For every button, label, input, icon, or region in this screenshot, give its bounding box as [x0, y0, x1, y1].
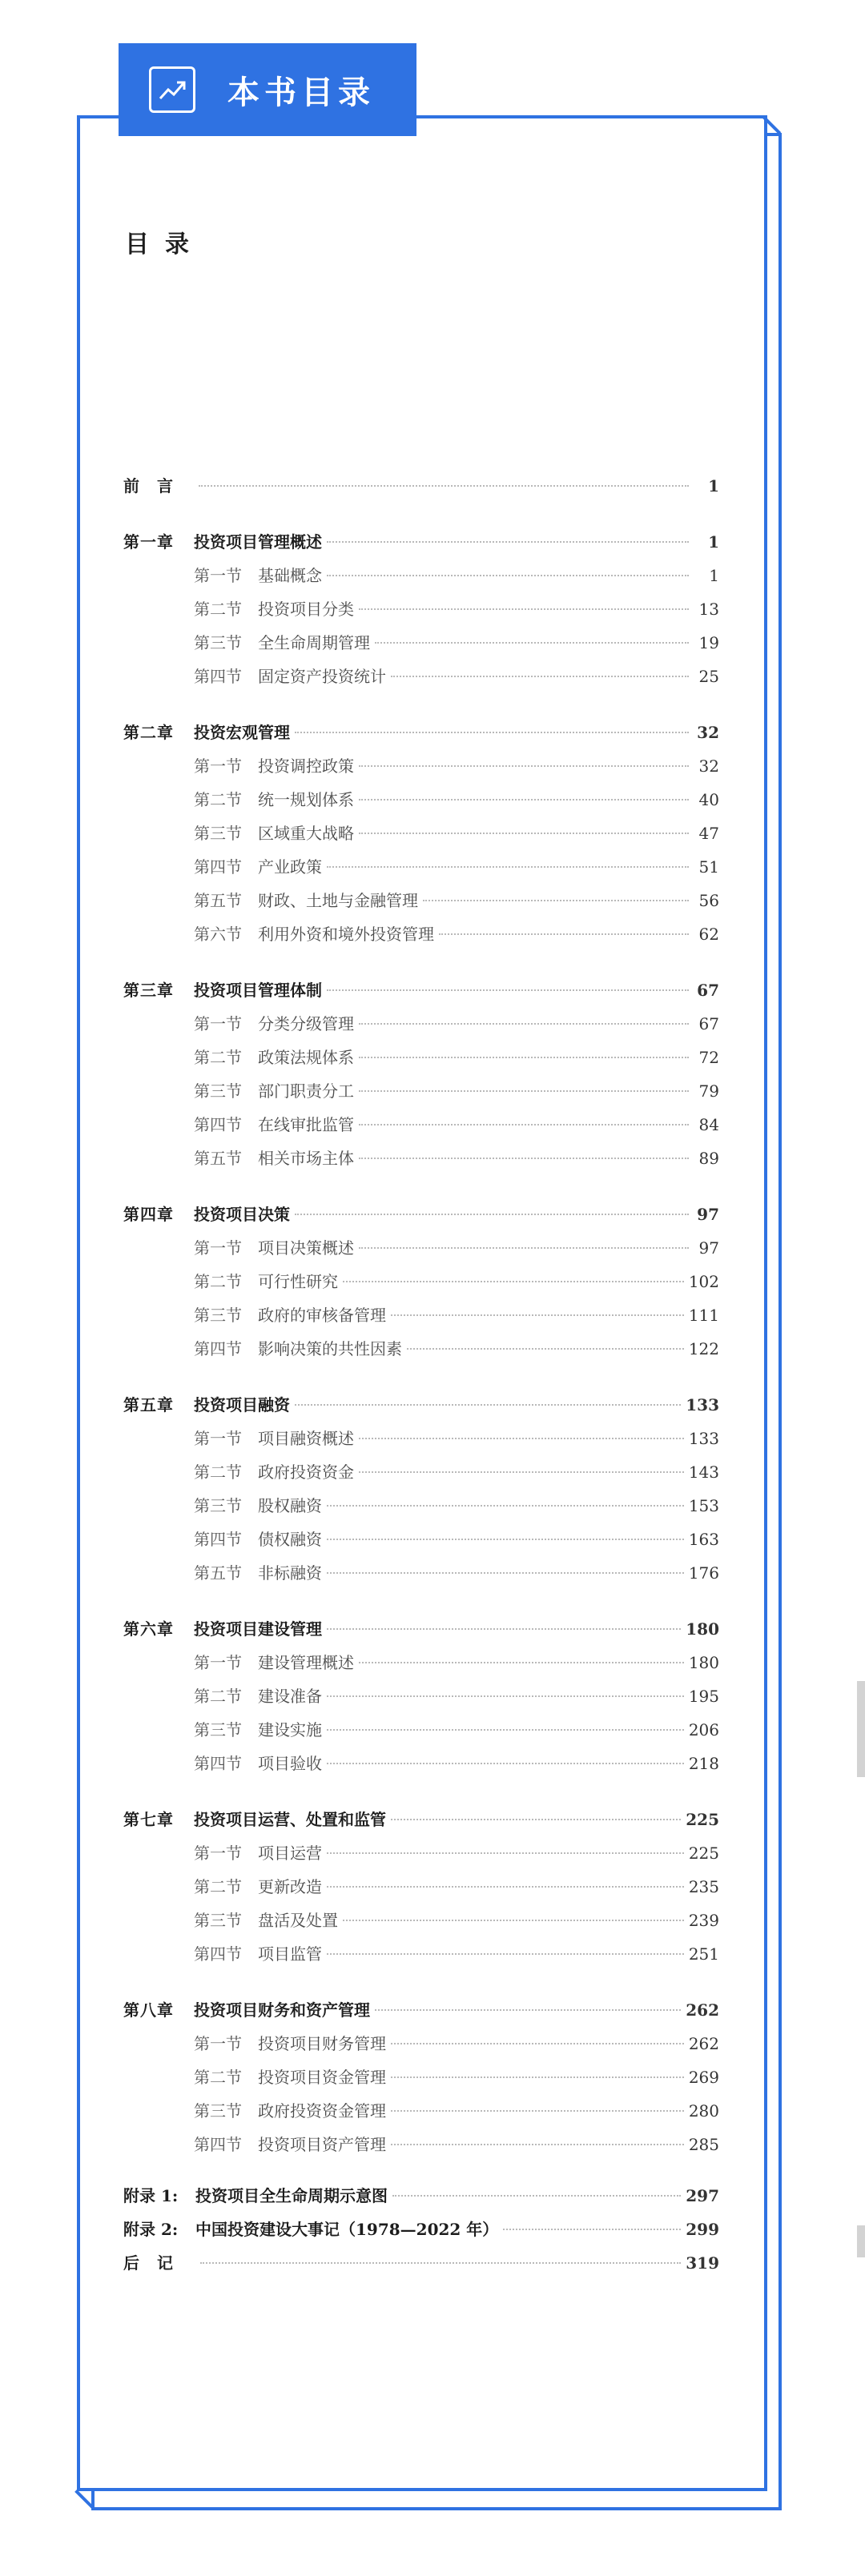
- toc-section[interactable]: [123, 1836, 719, 1870]
- entry-number: 前言: [123, 476, 191, 496]
- entry-title: 利用外资和境外投资管理: [258, 925, 434, 944]
- entry-number: 第三节: [194, 1081, 242, 1101]
- entry-number: 第八章: [123, 2000, 174, 2020]
- dot-leader: [439, 933, 689, 935]
- toc-section[interactable]: [123, 2027, 719, 2060]
- entry-number: 第三节: [194, 1496, 242, 1515]
- dot-leader: [391, 2110, 684, 2112]
- toc-section[interactable]: [123, 559, 719, 592]
- dot-leader: [327, 1953, 684, 1955]
- entry-title: 政策法规体系: [258, 1048, 354, 1067]
- entry-number: 第二节: [194, 1463, 242, 1482]
- dot-leader: [200, 2262, 681, 2264]
- dot-leader: [407, 1348, 684, 1350]
- entry-title: 中国投资建设大事记（1978—2022 年）: [195, 2220, 499, 2239]
- page-number: 195: [688, 1687, 719, 1706]
- entry-number: 第四节: [194, 667, 242, 686]
- page-number: 297: [686, 2186, 719, 2205]
- entry-number: 后记: [123, 2253, 191, 2273]
- entry-title: 投资宏观管理: [194, 723, 290, 742]
- dot-leader: [359, 799, 689, 800]
- entry-title: 项目决策概述: [258, 1238, 354, 1258]
- entry-title: 投资项目管理概述: [194, 532, 322, 552]
- toc-section[interactable]: [123, 660, 719, 693]
- entry-title: 项目监管: [258, 1944, 322, 1964]
- dot-leader: [199, 485, 689, 487]
- dot-leader: [327, 1539, 684, 1540]
- entry-title: 投资项目融资: [194, 1395, 290, 1414]
- entry-title: 相关市场主体: [258, 1149, 354, 1168]
- entry-title: 投资项目全生命周期示意图: [195, 2186, 388, 2205]
- toc-section[interactable]: [123, 1332, 719, 1366]
- table-of-contents: [123, 469, 719, 2280]
- toc-chapter[interactable]: [123, 1388, 719, 1422]
- entry-title: 政府投资资金管理: [258, 2101, 386, 2121]
- page-number: 319: [686, 2253, 719, 2273]
- entry-title: 投资项目财务管理: [258, 2034, 386, 2053]
- dot-leader: [327, 1505, 684, 1507]
- toc-section[interactable]: [123, 1074, 719, 1108]
- page-number: 180: [688, 1653, 719, 1672]
- entry-number: 第一节: [194, 566, 242, 585]
- toc-section[interactable]: [123, 1870, 719, 1904]
- dot-leader: [295, 1214, 689, 1215]
- entry-title: 更新改造: [258, 1877, 322, 1896]
- entry-number: 第二节: [194, 1048, 242, 1067]
- toc-section[interactable]: [123, 2128, 719, 2161]
- dot-leader: [343, 1281, 684, 1282]
- page-number: 51: [698, 857, 719, 877]
- page-number: 153: [688, 1496, 719, 1515]
- dot-leader: [392, 2195, 681, 2197]
- entry-number: 第二节: [194, 1272, 242, 1291]
- toc-section[interactable]: [123, 1455, 719, 1489]
- page-number: 56: [698, 891, 719, 910]
- entry-number: 第三节: [194, 824, 242, 843]
- entry-number: 第一节: [194, 756, 242, 776]
- dot-leader: [391, 676, 689, 677]
- page-number: 225: [686, 1810, 719, 1829]
- page-number: 280: [688, 2101, 719, 2121]
- dot-leader: [327, 1886, 684, 1888]
- page-number: 225: [688, 1844, 719, 1863]
- dot-leader: [327, 1572, 684, 1574]
- entry-number: 第二节: [194, 1877, 242, 1896]
- toc-section[interactable]: [123, 1142, 719, 1175]
- dot-leader: [359, 1057, 689, 1058]
- toc-appendix[interactable]: [123, 2179, 719, 2213]
- entry-number: 第四节: [194, 1339, 242, 1358]
- header-title: 本书目录: [227, 74, 375, 111]
- entry-title: 基础概念: [258, 566, 322, 585]
- page-number: 235: [688, 1877, 719, 1896]
- entry-title: 债权融资: [258, 1530, 322, 1549]
- toc-section[interactable]: [123, 2094, 719, 2128]
- trend-chart-icon: [149, 66, 195, 113]
- page-number: 133: [686, 1395, 719, 1414]
- dot-leader: [327, 541, 689, 543]
- entry-title: 投资项目分类: [258, 600, 354, 619]
- dot-leader: [327, 1852, 684, 1854]
- toc-section[interactable]: [123, 917, 719, 951]
- page-number: 269: [688, 2068, 719, 2087]
- entry-title: 投资项目资产管理: [258, 2135, 386, 2154]
- dot-leader: [375, 642, 689, 644]
- entry-title: 投资项目管理体制: [194, 981, 322, 1000]
- entry-title: 盘活及处置: [258, 1911, 338, 1930]
- toc-chapter[interactable]: [123, 973, 719, 1007]
- header-tab: [119, 43, 416, 136]
- page-number: 32: [697, 723, 719, 742]
- page-number: 97: [698, 1238, 719, 1258]
- dot-leader: [295, 732, 689, 733]
- dot-leader: [359, 1662, 684, 1663]
- page-number: 218: [688, 1754, 719, 1773]
- entry-number: 第六章: [123, 1619, 174, 1639]
- entry-number: 第三节: [194, 2101, 242, 2121]
- dot-leader: [359, 1438, 684, 1439]
- entry-title: 政府的审核备管理: [258, 1306, 386, 1325]
- page-number: 180: [686, 1619, 719, 1639]
- entry-title: 部门职责分工: [258, 1081, 354, 1101]
- page-number: 13: [698, 600, 719, 619]
- entry-title: 投资项目决策: [194, 1205, 290, 1224]
- page-number: 163: [688, 1530, 719, 1549]
- dot-leader: [327, 866, 689, 868]
- page-number: 47: [698, 824, 719, 843]
- scrollbar-mark: [857, 1681, 865, 1777]
- dot-leader: [423, 900, 689, 901]
- page-number: 89: [698, 1149, 719, 1168]
- dot-leader: [359, 833, 689, 834]
- page-number: 67: [698, 1014, 719, 1033]
- entry-number: 第一节: [194, 1653, 242, 1672]
- entry-number: 第三章: [123, 981, 174, 1000]
- entry-number: 第四节: [194, 1754, 242, 1773]
- entry-title: 投资项目财务和资产管理: [194, 2000, 370, 2020]
- page-number: 62: [698, 925, 719, 944]
- entry-number: 第二节: [194, 2068, 242, 2087]
- toc-appendix[interactable]: [123, 2213, 719, 2246]
- entry-number: 第六节: [194, 925, 242, 944]
- page-number: 102: [688, 1272, 719, 1291]
- dot-leader: [359, 1023, 689, 1025]
- dot-leader: [327, 989, 689, 991]
- toc-chapter[interactable]: [123, 1993, 719, 2027]
- dot-leader: [359, 1124, 689, 1125]
- entry-number: 附录 2:: [123, 2220, 179, 2239]
- toc-section[interactable]: [123, 1679, 719, 1713]
- entry-number: 第一节: [194, 1014, 242, 1033]
- dot-leader: [375, 2009, 681, 2011]
- entry-title: 产业政策: [258, 857, 322, 877]
- toc-section[interactable]: [123, 1713, 719, 1747]
- toc-section[interactable]: [123, 1007, 719, 1041]
- entry-title: 建设准备: [258, 1687, 322, 1706]
- entry-title: 影响决策的共性因素: [258, 1339, 402, 1358]
- toc-chapter[interactable]: [123, 716, 719, 749]
- dot-leader: [391, 2043, 684, 2044]
- page-number: 84: [698, 1115, 719, 1134]
- page-number: 262: [688, 2034, 719, 2053]
- toc-chapter[interactable]: [123, 1198, 719, 1231]
- entry-title: 政府投资资金: [258, 1463, 354, 1482]
- scrollbar-mark: [857, 2225, 865, 2257]
- dot-leader: [359, 1471, 684, 1473]
- entry-number: 第四节: [194, 1530, 242, 1549]
- entry-title: 投资项目运营、处置和监管: [194, 1810, 386, 1829]
- page-number: 262: [686, 2000, 719, 2020]
- entry-title: 投资项目建设管理: [194, 1619, 322, 1639]
- toc-section[interactable]: [123, 783, 719, 817]
- toc-section[interactable]: [123, 1108, 719, 1142]
- entry-number: 第四节: [194, 1115, 242, 1134]
- dot-leader: [391, 1819, 681, 1820]
- entry-number: 第五节: [194, 891, 242, 910]
- entry-number: 第一节: [194, 1429, 242, 1448]
- entry-number: 第三节: [194, 1306, 242, 1325]
- entry-number: 第四节: [194, 1944, 242, 1964]
- page-number: 176: [688, 1563, 719, 1583]
- entry-number: 第二节: [194, 600, 242, 619]
- page-number: 239: [688, 1911, 719, 1930]
- entry-title: 全生命周期管理: [258, 633, 370, 652]
- toc-section[interactable]: [123, 1231, 719, 1265]
- toc-section[interactable]: [123, 1041, 719, 1074]
- dot-leader: [359, 1158, 689, 1159]
- page-number: 285: [688, 2135, 719, 2154]
- entry-number: 第四章: [123, 1205, 174, 1224]
- toc-section[interactable]: [123, 1523, 719, 1556]
- page-number: 111: [688, 1306, 719, 1325]
- toc-section[interactable]: [123, 1556, 719, 1590]
- entry-number: 第三节: [194, 1720, 242, 1739]
- page-number: 122: [688, 1339, 719, 1358]
- toc-section[interactable]: [123, 1489, 719, 1523]
- page-number: 1: [708, 532, 719, 552]
- page-number: 40: [698, 790, 719, 809]
- entry-number: 第四节: [194, 857, 242, 877]
- entry-number: 第一节: [194, 2034, 242, 2053]
- entry-number: 第二章: [123, 723, 174, 742]
- entry-number: 第五节: [194, 1563, 242, 1583]
- toc-chapter[interactable]: [123, 1612, 719, 1646]
- page-number: 25: [698, 667, 719, 686]
- entry-number: 第一章: [123, 532, 174, 552]
- toc-section[interactable]: [123, 1298, 719, 1332]
- entry-title: 区域重大战略: [258, 824, 354, 843]
- entry-number: 第四节: [194, 2135, 242, 2154]
- dot-leader: [327, 1628, 681, 1630]
- entry-number: 第五节: [194, 1149, 242, 1168]
- entry-title: 统一规划体系: [258, 790, 354, 809]
- entry-number: 第二节: [194, 790, 242, 809]
- toc-section[interactable]: [123, 884, 719, 917]
- entry-title: 投资项目资金管理: [258, 2068, 386, 2087]
- entry-title: 项目融资概述: [258, 1429, 354, 1448]
- entry-title: 项目运营: [258, 1844, 322, 1863]
- entry-title: 固定资产投资统计: [258, 667, 386, 686]
- page-number: 1: [709, 566, 719, 585]
- entry-title: 建设管理概述: [258, 1653, 354, 1672]
- page-number: 72: [698, 1048, 719, 1067]
- toc-section[interactable]: [123, 749, 719, 783]
- toc-heading: 目录: [125, 231, 205, 259]
- dot-leader: [391, 1314, 684, 1316]
- dot-leader: [327, 1763, 684, 1764]
- toc-appendix[interactable]: [123, 2246, 719, 2280]
- dot-leader: [327, 1695, 684, 1697]
- page-number: 79: [698, 1081, 719, 1101]
- entry-title: 可行性研究: [258, 1272, 338, 1291]
- page-number: 133: [688, 1429, 719, 1448]
- entry-title: 项目验收: [258, 1754, 322, 1773]
- toc-section[interactable]: [123, 817, 719, 850]
- page-number: 97: [697, 1205, 719, 1224]
- dot-leader: [391, 2144, 684, 2145]
- entry-number: 第一节: [194, 1238, 242, 1258]
- toc-chapter[interactable]: [123, 1803, 719, 1836]
- toc-section[interactable]: [123, 1904, 719, 1937]
- dot-leader: [327, 575, 689, 576]
- page-number: 251: [688, 1944, 719, 1964]
- entry-number: 第二节: [194, 1687, 242, 1706]
- dot-leader: [295, 1404, 681, 1406]
- entry-title: 投资调控政策: [258, 756, 354, 776]
- entry-title: 在线审批监管: [258, 1115, 354, 1134]
- entry-number: 附录 1:: [123, 2186, 179, 2205]
- entry-title: 股权融资: [258, 1496, 322, 1515]
- page-number: 67: [697, 981, 719, 1000]
- toc-section[interactable]: [123, 1937, 719, 1971]
- toc-section[interactable]: [123, 850, 719, 884]
- dot-leader: [359, 1090, 689, 1092]
- dot-leader: [327, 1729, 684, 1731]
- page-number: 32: [698, 756, 719, 776]
- toc-section[interactable]: [123, 626, 719, 660]
- toc-section[interactable]: [123, 1422, 719, 1455]
- dot-leader: [503, 2229, 681, 2230]
- toc-section[interactable]: [123, 1265, 719, 1298]
- page-number: 143: [688, 1463, 719, 1482]
- dot-leader: [359, 1247, 689, 1249]
- entry-title: 建设实施: [258, 1720, 322, 1739]
- page-number: 19: [698, 633, 719, 652]
- entry-title: 非标融资: [258, 1563, 322, 1583]
- entry-number: 第三节: [194, 633, 242, 652]
- toc-section[interactable]: [123, 592, 719, 626]
- toc-section[interactable]: [123, 1646, 719, 1679]
- page-number: 206: [688, 1720, 719, 1739]
- toc-chapter[interactable]: [123, 525, 719, 559]
- dot-leader: [359, 608, 689, 610]
- dot-leader: [359, 765, 689, 767]
- entry-number: 第一节: [194, 1844, 242, 1863]
- dot-leader: [391, 2076, 684, 2078]
- toc-section[interactable]: [123, 2060, 719, 2094]
- entry-number: 第五章: [123, 1395, 174, 1414]
- entry-title: 分类分级管理: [258, 1014, 354, 1033]
- toc-section[interactable]: [123, 1747, 719, 1780]
- page-number: 1: [708, 476, 719, 496]
- entry-number: 第三节: [194, 1911, 242, 1930]
- page-number: 299: [686, 2220, 719, 2239]
- entry-number: 第七章: [123, 1810, 174, 1829]
- toc-preface[interactable]: [123, 469, 719, 503]
- dot-leader: [343, 1920, 684, 1921]
- entry-title: 财政、土地与金融管理: [258, 891, 418, 910]
